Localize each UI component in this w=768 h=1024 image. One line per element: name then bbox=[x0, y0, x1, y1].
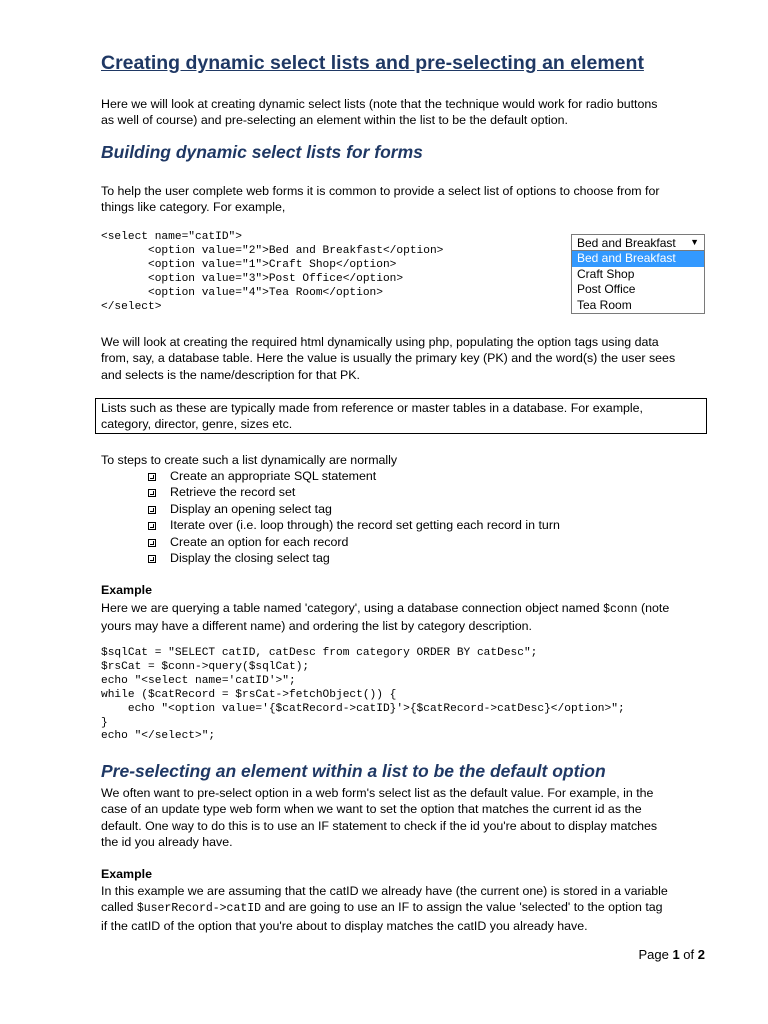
checkbox-bullet-icon bbox=[148, 489, 156, 497]
checkbox-bullet-icon bbox=[148, 539, 156, 547]
list-item: Retrieve the record set bbox=[148, 484, 560, 500]
select-option[interactable]: Bed and Breakfast bbox=[572, 251, 704, 267]
select-option[interactable]: Craft Shop bbox=[577, 266, 635, 281]
list-item: Create an appropriate SQL statement bbox=[148, 468, 560, 484]
select-option[interactable]: Post Office bbox=[577, 282, 636, 296]
page-title: Creating dynamic select lists and pre-selecting an element bbox=[101, 52, 644, 74]
steps-list bbox=[148, 468, 560, 566]
checkbox-bullet-icon bbox=[148, 506, 156, 514]
list-item: Display an opening select tag bbox=[148, 501, 560, 517]
example-label-1: Example bbox=[101, 583, 152, 597]
example-select-dropdown[interactable] bbox=[571, 234, 705, 314]
select-options-list bbox=[571, 251, 705, 314]
list-item: Iterate over (i.e. loop through) the record set getting each record in turn bbox=[148, 517, 560, 533]
note-text: Lists such as these are typically made from reference or master tables in a database. For example, category, director, genre, sizes etc. bbox=[101, 401, 643, 432]
php-select-code: $sqlCat = "SELECT catID, catDesc from category ORDER BY catDesc"; $rsCat = $conn->query($sqlCat); echo "<select name='catID'>"; while ($catRecord = $rsCat->fetchObject()) { echo "<option value='{$catRecord->catID}'>{$catRecord->catDesc}</option>"; } echo "</select>"; bbox=[101, 647, 625, 743]
select-option[interactable]: Tea Room bbox=[577, 297, 632, 312]
section2-paragraph-1: We often want to pre-select option in a web form's select list as the default value. For example, in the case of an update type web form when we want to set the option that matches the current id as the default. One way to do this is to use an IF statement to check if the id you're about to display matches the id you already have. bbox=[101, 786, 658, 849]
example-label-2: Example bbox=[101, 867, 152, 881]
page-footer bbox=[638, 947, 705, 962]
checkbox-bullet-icon bbox=[148, 522, 156, 530]
dropdown-arrow-icon[interactable]: ▼ bbox=[690, 237, 699, 247]
section-heading-preselecting: Pre-selecting an element within a list to be the default option bbox=[101, 761, 606, 781]
steps-intro: To steps to create such a list dynamically are normally bbox=[101, 453, 398, 467]
inline-code-userrecord: $userRecord->catID bbox=[136, 902, 262, 916]
inline-code-conn: $conn bbox=[603, 603, 638, 616]
section1-paragraph-1: To help the user complete web forms it is common to provide a select list of options to choose from for things like category. For example, bbox=[101, 184, 660, 215]
note-box bbox=[95, 398, 707, 434]
page-word: Page bbox=[638, 947, 669, 962]
list-item: Display the closing select tag bbox=[148, 550, 560, 566]
checkbox-bullet-icon bbox=[148, 473, 156, 481]
html-select-code: <select name="catID"> <option value="2">Bed and Breakfast</option> <option value="1">Craft Shop</option> <option value="3">Post Office</option> <option value="4">Tea Room</option> </select> bbox=[101, 231, 444, 313]
current-page-number: 1 bbox=[672, 947, 680, 962]
section1-paragraph-2: We will look at creating the required html dynamically using php, populating the option tags using data from, say, a database table. Here the value is usually the primary key (PK) and the word(s) the user sees and selects is the name/description for that PK. bbox=[101, 335, 676, 382]
checkbox-bullet-icon bbox=[148, 555, 156, 563]
section-heading-building: Building dynamic select lists for forms bbox=[101, 142, 423, 162]
total-pages: 2 bbox=[697, 947, 705, 962]
example-description-2: In this example we are assuming that the catID we already have (the current one) is stored in a variable called $userRecord->catID and are going to use an IF to assign the value 'selected' to the option tag if the catID of the option that you're about to display matches the catID you already have. bbox=[101, 884, 668, 933]
intro-paragraph: Here we will look at creating dynamic select lists (note that the technique would work for radio buttons as well of course) and pre-selecting an element within the list to be the default option. bbox=[101, 97, 658, 128]
list-item: Create an option for each record bbox=[148, 534, 560, 550]
example-description-1: Here we are querying a table named 'category', using a database connection object named $conn (note yours may have a different name) and ordering the list by category description. bbox=[101, 601, 670, 634]
select-closed-value[interactable] bbox=[571, 234, 705, 251]
of-word: of bbox=[683, 947, 695, 962]
select-current-value: Bed and Breakfast bbox=[577, 236, 676, 250]
